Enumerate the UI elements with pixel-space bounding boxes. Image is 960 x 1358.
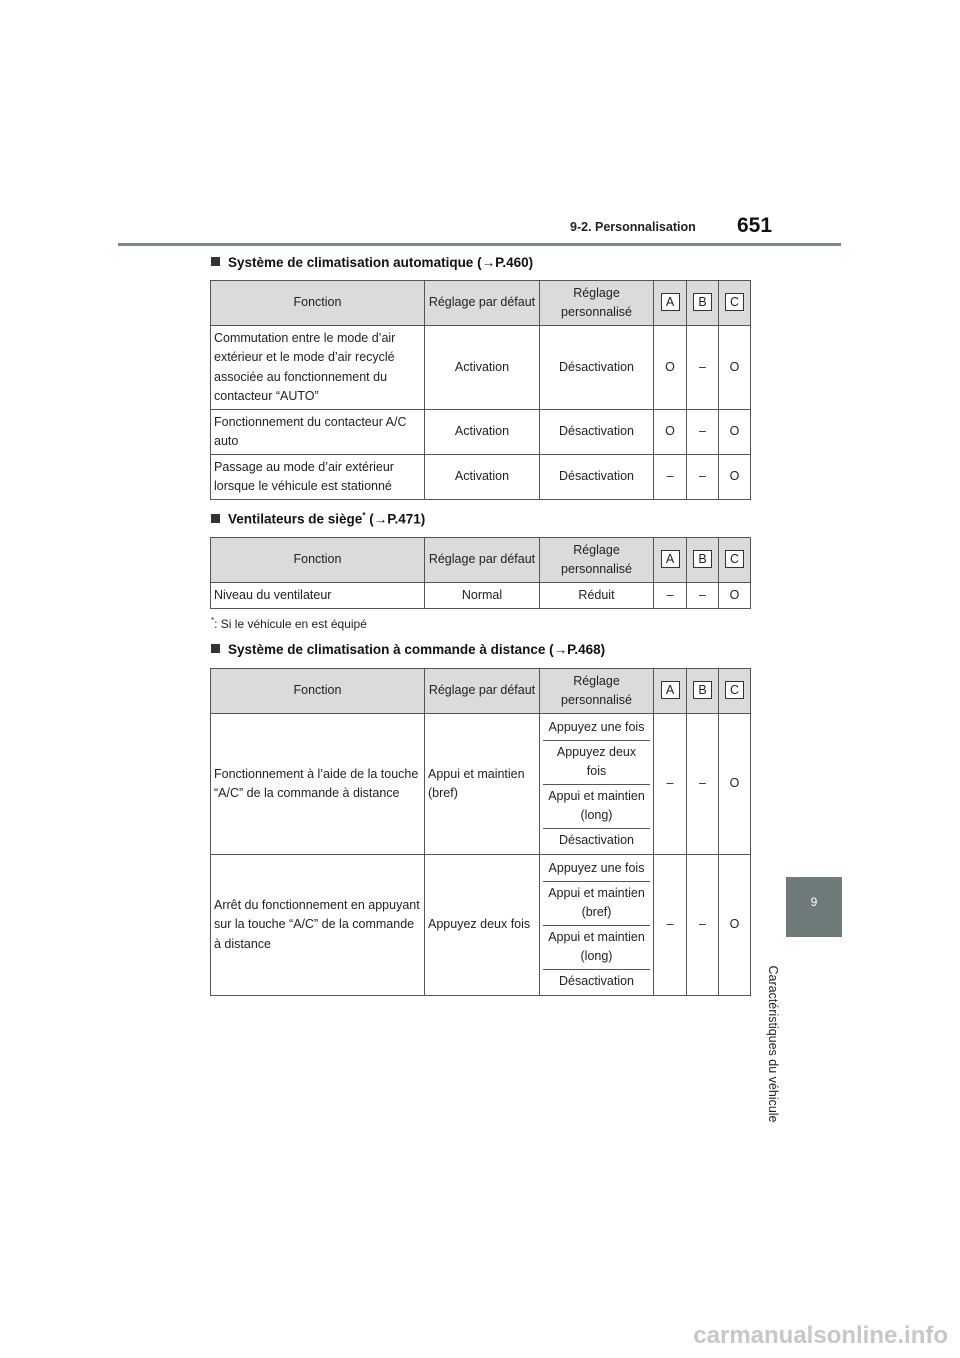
table-climatisation-distance: [210, 668, 751, 996]
table-row: [211, 455, 751, 500]
col-fonction: Fonction: [211, 669, 425, 714]
cell-fonction: Niveau du ventilateur: [211, 583, 425, 609]
cell-a: O: [654, 326, 687, 410]
square-bullet-icon: [211, 257, 220, 266]
table-header-row: [211, 538, 751, 583]
col-b: B: [693, 293, 712, 311]
cell-fonction: Fonctionnement du contacteur A/C auto: [211, 410, 425, 455]
cell-a: –: [654, 583, 687, 609]
table-row: [211, 583, 751, 609]
table-row: [211, 714, 751, 855]
cell-c: O: [719, 455, 751, 500]
page-number: 651: [737, 214, 773, 237]
option-item: Désactivation: [558, 832, 635, 847]
arrow-right-icon: →: [481, 255, 496, 270]
section-title-climatisation-auto: Système de climatisation automatique (→P.460): [211, 255, 533, 270]
cell-defaut: Appui et maintien (bref): [425, 714, 540, 855]
watermark: carmanualsonline.info: [693, 1322, 948, 1349]
col-reglage-perso: Réglage personnalisé: [540, 538, 654, 583]
cell-b: –: [687, 326, 719, 410]
cell-b: –: [687, 583, 719, 609]
cell-c: O: [719, 583, 751, 609]
cell-fonction: Arrêt du fonctionnement en appuyant sur la touche “A/C” de la commande à distance: [211, 855, 425, 996]
cell-c: O: [719, 714, 751, 855]
option-item: Appuyez deux fois: [543, 741, 650, 785]
cell-c: O: [719, 410, 751, 455]
cell-b: –: [687, 855, 719, 996]
col-b: B: [693, 681, 712, 699]
cell-defaut: Activation: [425, 410, 540, 455]
col-reglage-defaut: Réglage par défaut: [425, 281, 540, 326]
col-a: A: [661, 681, 680, 699]
table-header-row: [211, 669, 751, 714]
option-item: Désactivation: [558, 973, 635, 988]
cell-fonction: Passage au mode d’air extérieur lorsque le véhicule est stationné: [211, 455, 425, 500]
cell-perso-options: [540, 855, 654, 996]
table-row: [211, 326, 751, 410]
col-c: C: [725, 550, 744, 568]
cell-a: O: [654, 410, 687, 455]
cell-defaut: Normal: [425, 583, 540, 609]
option-item: Appui et maintien (long): [543, 785, 650, 829]
arrow-right-icon: →: [553, 642, 568, 657]
cell-perso: Réduit: [540, 583, 654, 609]
col-reglage-perso: Réglage personnalisé: [540, 669, 654, 714]
section-title-ventilateurs: Ventilateurs de siège* (→P.471): [211, 511, 425, 527]
col-fonction: Fonction: [211, 538, 425, 583]
col-reglage-perso: Réglage personnalisé: [540, 281, 654, 326]
table-row: [211, 410, 751, 455]
col-a: A: [661, 293, 680, 311]
cell-a: –: [654, 855, 687, 996]
table-row: [211, 855, 751, 996]
cell-defaut: Activation: [425, 455, 540, 500]
table-climatisation-auto: [210, 280, 751, 500]
cell-b: –: [687, 714, 719, 855]
option-item: Appuyez une fois: [543, 857, 650, 882]
table-ventilateurs: [210, 537, 751, 609]
cell-defaut: Activation: [425, 326, 540, 410]
cell-c: O: [719, 326, 751, 410]
header-divider: [118, 243, 841, 246]
arrow-right-icon: →: [373, 511, 388, 527]
cell-perso: Désactivation: [540, 410, 654, 455]
square-bullet-icon: [211, 644, 220, 653]
section-title-climatisation-distance: Système de climatisation à commande à distance (→P.468): [211, 642, 605, 657]
cell-perso: Désactivation: [540, 326, 654, 410]
col-c: C: [725, 681, 744, 699]
option-item: Appuyez une fois: [543, 716, 650, 741]
table-header-row: [211, 281, 751, 326]
cell-a: –: [654, 455, 687, 500]
cell-defaut: Appuyez deux fois: [425, 855, 540, 996]
option-item: Appui et maintien (long): [543, 926, 650, 970]
chapter-number: 9: [810, 895, 818, 909]
footnote: *: Si le véhicule en est équipé: [211, 616, 367, 631]
col-c: C: [725, 293, 744, 311]
cell-perso: Désactivation: [540, 455, 654, 500]
col-reglage-defaut: Réglage par défaut: [425, 538, 540, 583]
col-reglage-defaut: Réglage par défaut: [425, 669, 540, 714]
cell-perso-options: [540, 714, 654, 855]
cell-fonction: Fonctionnement à l’aide de la touche “A/C” de la commande à distance: [211, 714, 425, 855]
cell-c: O: [719, 855, 751, 996]
cell-fonction: Commutation entre le mode d’air extérieur et le mode d’air recyclé associée au fonctionnement du contacteur “AUTO”: [211, 326, 425, 410]
square-bullet-icon: [211, 514, 220, 523]
col-b: B: [693, 550, 712, 568]
col-fonction: Fonction: [211, 281, 425, 326]
option-item: Appui et maintien (bref): [543, 882, 650, 926]
cell-b: –: [687, 410, 719, 455]
col-a: A: [661, 550, 680, 568]
cell-b: –: [687, 455, 719, 500]
cell-a: –: [654, 714, 687, 855]
chapter-label: Caractéristiques du véhicule: [766, 965, 780, 1123]
section-header: 9-2. Personnalisation: [570, 220, 696, 234]
